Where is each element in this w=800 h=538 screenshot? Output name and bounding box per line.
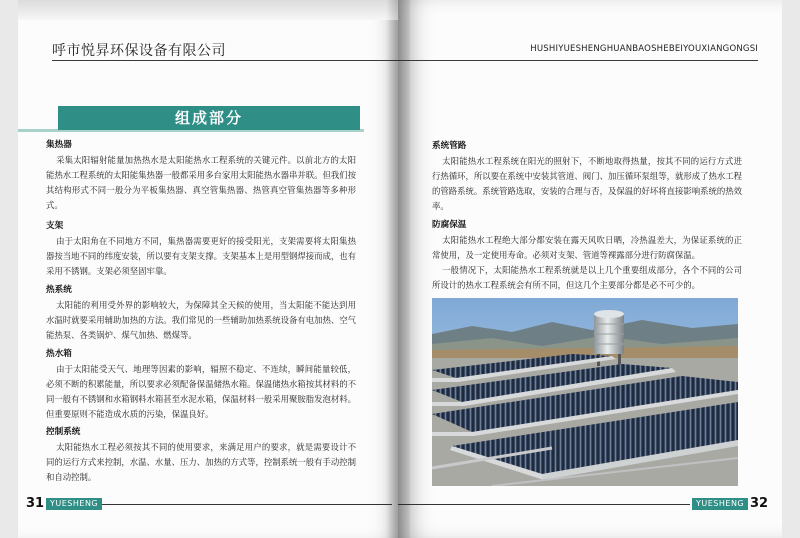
header-rule	[398, 60, 758, 61]
block-heading: 支架	[46, 221, 64, 231]
block-text: 由于太阳角在不同地方不同，集热器需要更好的接受阳光，支架需要将太阳集热器按当地不同的纬度安装，所以要有支架支撑。支架基本上是用型钢焊接而成，也有采用不锈钢。支架必须坚固牢靠。	[46, 236, 356, 276]
block-heading: 防腐保温	[432, 220, 467, 230]
block-support	[46, 219, 356, 279]
block-heading: 控制系统	[46, 427, 81, 437]
footer-rule	[398, 504, 690, 505]
block-heat-system	[46, 283, 356, 343]
pinyin-header: HUSHIYUESHENGHUANBAOSHEBEIYOUXIANGONGSI	[530, 44, 758, 54]
block-heading: 集热器	[46, 140, 72, 150]
company-name: 呼市悦昇环保设备有限公司	[52, 43, 226, 59]
page-top-band	[18, 0, 398, 20]
section-title: 组成部分	[174, 109, 243, 127]
block-heading: 热水箱	[46, 349, 72, 359]
block-control	[46, 425, 356, 485]
block-text: 由于太阳能受天气、地理等因素的影响，辐照不稳定、不连续，瞬间能量较低，必须不断的积累能量，所以要求必须配备保温储热水箱。保温储热水箱按其材料的不同一般有不锈钢和水箱钢料水箱甚至水泥水箱，保温材料一般采用聚胺脂发泡材料。但重要原则不能造成水质的污染，保温良好。	[46, 364, 356, 419]
block-text: 太阳能的利用受外界的影响较大，为保障其全天候的使用，当太阳能不能达到用水温时就要采用辅助加热的方法。我们常见的一些辅助加热系统设备有电加热、空气能热泵、各类锅炉、煤气加热、燃煤等。	[46, 300, 356, 340]
block-collector	[46, 138, 356, 213]
right-page	[398, 0, 782, 538]
page-number: 31	[26, 496, 45, 511]
summary-text: 一般情况下，太阳能热水工程系统就是以上几个重要组成部分，各个不同的公司所设计的热水工程系统会有所不同，但这几个主要部分都是必不可少的。	[432, 265, 742, 290]
block-text: 采集太阳辐射能量加热热水是太阳能热水工程系统的关键元件。以前北方的太阳能热水工程系统的太阳能集热器一般都采用多台家用太阳能热水器串并联。但我们按其结构形式不同一般分为平板集热器、真空管集热器、热管真空管集热器等多种形式。	[46, 155, 356, 210]
solar-collector-photo	[432, 298, 738, 486]
left-page	[18, 0, 398, 538]
brand-badge: YUESHENG	[692, 498, 748, 510]
block-anticorrosion	[432, 218, 742, 293]
brand-badge: YUESHENG	[46, 498, 102, 510]
block-text: 太阳能热水工程绝大部分都安装在露天风吹日晒，冷热温差大，为保证系统的正常使用，及一定使用寿命。必须对支架、管道等裸露部分进行防腐保温。	[432, 235, 742, 260]
header-rule	[52, 60, 398, 61]
block-pipeline	[432, 139, 742, 214]
book-spine-shadow	[386, 0, 410, 538]
footer-rule	[102, 504, 392, 505]
block-text: 太阳能热水工程必须按其不同的使用要求，来满足用户的要求，就是需要设计不同的运行方式来控制，水温、水量、压力、加热的方式等，控制系统一般有手动控制和自动控制。	[46, 442, 356, 482]
block-text: 太阳能热水工程系统在阳光的照射下，不断地取得热量，按其不同的运行方式进行热循环，所以要在系统中安装其管道、阀门、加压循环泵组等，就形成了热水工程的管路系统。系统管路选取，安装的合理与否，及保温的好坏将直接影响系统的热效率。	[432, 156, 742, 211]
block-heading: 系统管路	[432, 141, 467, 151]
block-heading: 热系统	[46, 285, 72, 295]
page-number: 32	[750, 496, 769, 511]
block-water-tank	[46, 347, 356, 422]
